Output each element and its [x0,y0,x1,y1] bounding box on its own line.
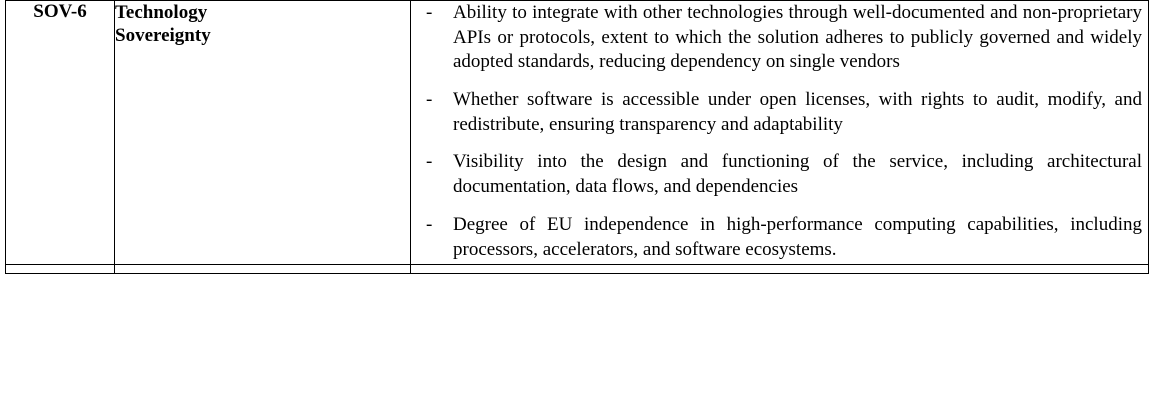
criterion-name-line2: Sovereignty [115,25,211,47]
criterion-id: SOV-6 [33,1,87,22]
table-row [6,1,1149,265]
list-item [411,1,1148,75]
criterion-name-line1: Technology [115,2,208,23]
criterion-description-cell [411,1,1149,265]
list-item-text: Visibility into the design and functioning of the service, including architectural documentation, data flows, and dependencies [453,151,1142,198]
bullet-marker: - [426,213,433,235]
table-body [6,1,1149,274]
criteria-table [5,0,1149,274]
criterion-bullet-list [411,1,1148,262]
criterion-id-cell [6,1,115,265]
list-item-text: Ability to integrate with other technologies through well-documented and non-proprietary APIs or protocols, extent to which the solution adheres to publicly governed and widely adopted standards, reducing dependency on single vendors [453,2,1142,73]
next-row-name-cell [115,265,411,274]
criterion-name-cell [115,1,411,265]
list-item [411,150,1148,199]
list-item [411,88,1148,137]
list-item-text: Whether software is accessible under open licenses, with rights to audit, modify, and redistribute, ensuring transparency and adaptability [453,89,1142,135]
list-item [411,213,1148,262]
next-row-description-cell [411,265,1149,274]
bullet-marker: - [426,89,433,111]
bullet-marker: - [426,2,433,23]
next-row-id-cell [6,265,115,274]
list-item-text: Degree of EU independence in high-performance computing capabilities, including processors, accelerators, and software ecosystems. [453,213,1142,260]
bullet-marker: - [426,151,433,173]
table-row-partial [6,265,1149,274]
